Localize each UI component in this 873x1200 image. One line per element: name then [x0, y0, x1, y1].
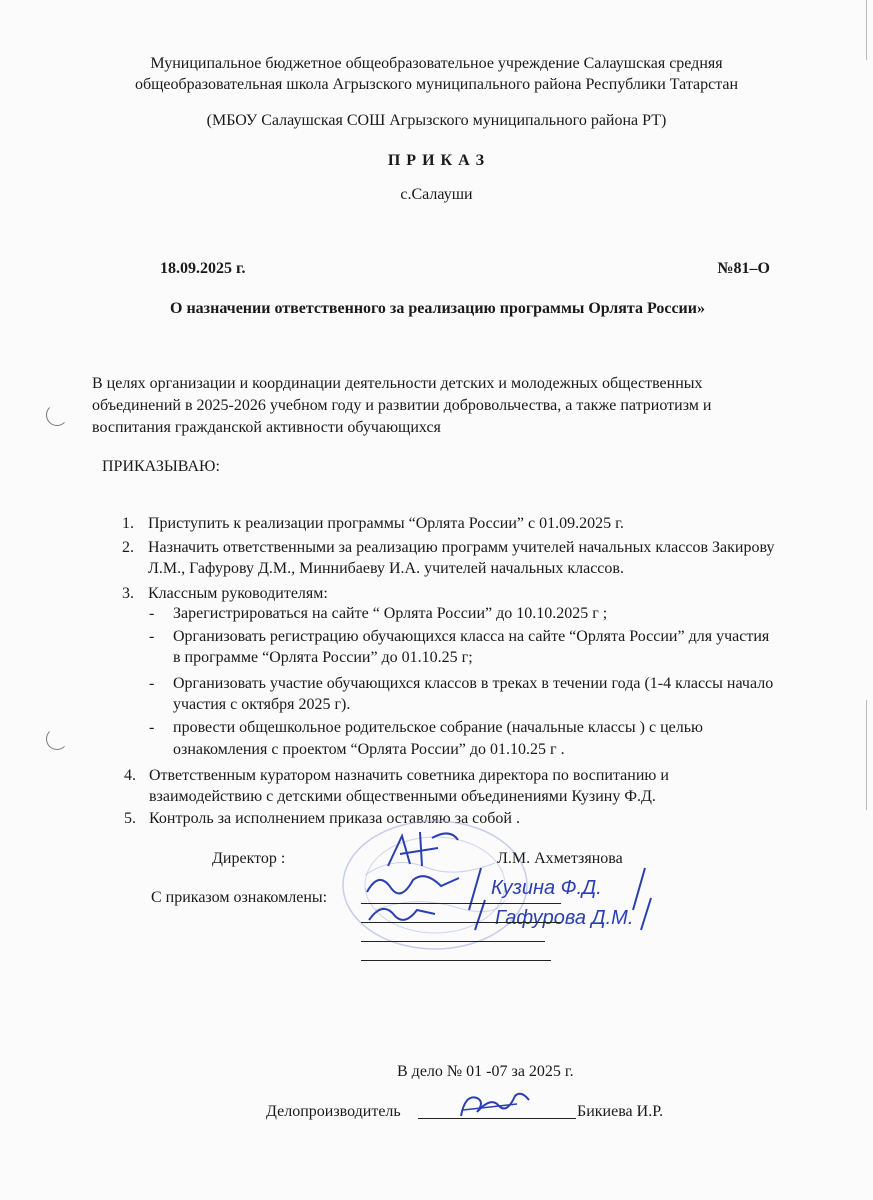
sub-item-text: Организовать участие обучающихся классов в треках в течении года (1-4 классы начало	[173, 675, 774, 692]
signature-line	[361, 960, 551, 961]
clerk-signature	[455, 1088, 535, 1122]
acquainted-label: С приказом ознакомлены:	[151, 889, 328, 906]
order-word: ПРИКАЗЫВАЮ:	[102, 458, 220, 475]
signature-line	[361, 941, 545, 942]
sub-item-dash: -	[149, 628, 155, 645]
org-short-name: (МБОУ Салаушская СОШ Агрызского муниципального района РТ)	[206, 112, 667, 129]
director-name: Л.М. Ахметзянова	[497, 850, 623, 867]
item-number: 1.	[122, 515, 134, 532]
item-text: Приступить к реализации программы “Орлята России” с 01.09.2025 г.	[148, 515, 624, 532]
page-edge-shadow	[866, 0, 867, 60]
sub-item-text: ознакомления с проектом “Орлята России” до 01.10.25 г .	[173, 741, 565, 758]
handwritten-name: Гафурова Д.М.	[495, 907, 634, 929]
signature-line	[361, 903, 561, 904]
document-number: №81–О	[717, 260, 770, 277]
item-text: Назначить ответственными за реализацию программ учителей начальных классов Закирову	[148, 539, 775, 556]
preamble-line: воспитания гражданской активности обучающихся	[92, 419, 441, 436]
sub-item-dash: -	[149, 675, 155, 692]
document-type: П Р И К А З	[387, 152, 486, 169]
sub-item-dash: -	[149, 605, 155, 622]
clerk-label: Делопроизводитель	[266, 1103, 401, 1120]
handwritten-name: Кузина Ф.Д.	[491, 877, 602, 899]
org-name-line-1: Муниципальное бюджетное общеобразовательное учреждение Салаушская средняя	[150, 55, 723, 72]
punch-hole-mark	[46, 404, 68, 426]
sub-item-text: Организовать регистрацию обучающихся класса на сайте “Орлята России” для участия	[173, 628, 770, 645]
item-text: Л.М., Гафурову Д.М., Миннибаеву И.А. учителей начальных классов.	[148, 560, 624, 577]
sub-item-text: провести общешкольное родительское собрание (начальные классы ) с целью	[173, 719, 703, 736]
sub-item-text: Зарегистрироваться на сайте “ Орлята России” до 10.10.2025 г ;	[173, 605, 608, 622]
preamble-line: объединений в 2025-2026 учебном году и развитии добровольчества, а также патриотизм и	[92, 397, 712, 414]
item-text: взаимодействию с детскими общественными объединениями Кузину Ф.Д.	[149, 788, 656, 805]
punch-hole-mark	[46, 728, 68, 750]
document-date: 18.09.2025 г.	[160, 260, 246, 277]
director-label: Директор :	[212, 850, 286, 867]
document-place: с.Салауши	[400, 186, 473, 203]
file-note: В дело № 01 -07 за 2025 г.	[397, 1063, 574, 1080]
sub-item-text: участия с октября 2025 г).	[173, 696, 351, 713]
item-text: Контроль за исполнением приказа оставляю за собой .	[149, 810, 520, 827]
item-text: Классным руководителям:	[148, 585, 328, 602]
item-number: 3.	[122, 585, 134, 602]
org-name-line-2: общеобразовательная школа Агрызского муниципального района Республики Татарстан	[134, 76, 739, 93]
page-edge-shadow	[866, 700, 867, 810]
preamble-line: В целях организации и координации деятельности детских и молодежных общественных	[92, 375, 703, 392]
sub-item-dash: -	[149, 719, 155, 736]
sub-item-text: в программе “Орлята России” до 01.10.25 г;	[173, 649, 473, 666]
document-title: О назначении ответственного за реализацию программы Орлята России»	[170, 300, 705, 317]
clerk-name: Бикиева И.Р.	[577, 1103, 664, 1120]
item-text: Ответственным куратором назначить советника директора по воспитанию и	[149, 767, 669, 784]
signature-line	[361, 922, 561, 923]
item-number: 2.	[122, 539, 134, 556]
item-number: 5.	[124, 810, 136, 827]
item-number: 4.	[124, 767, 136, 784]
